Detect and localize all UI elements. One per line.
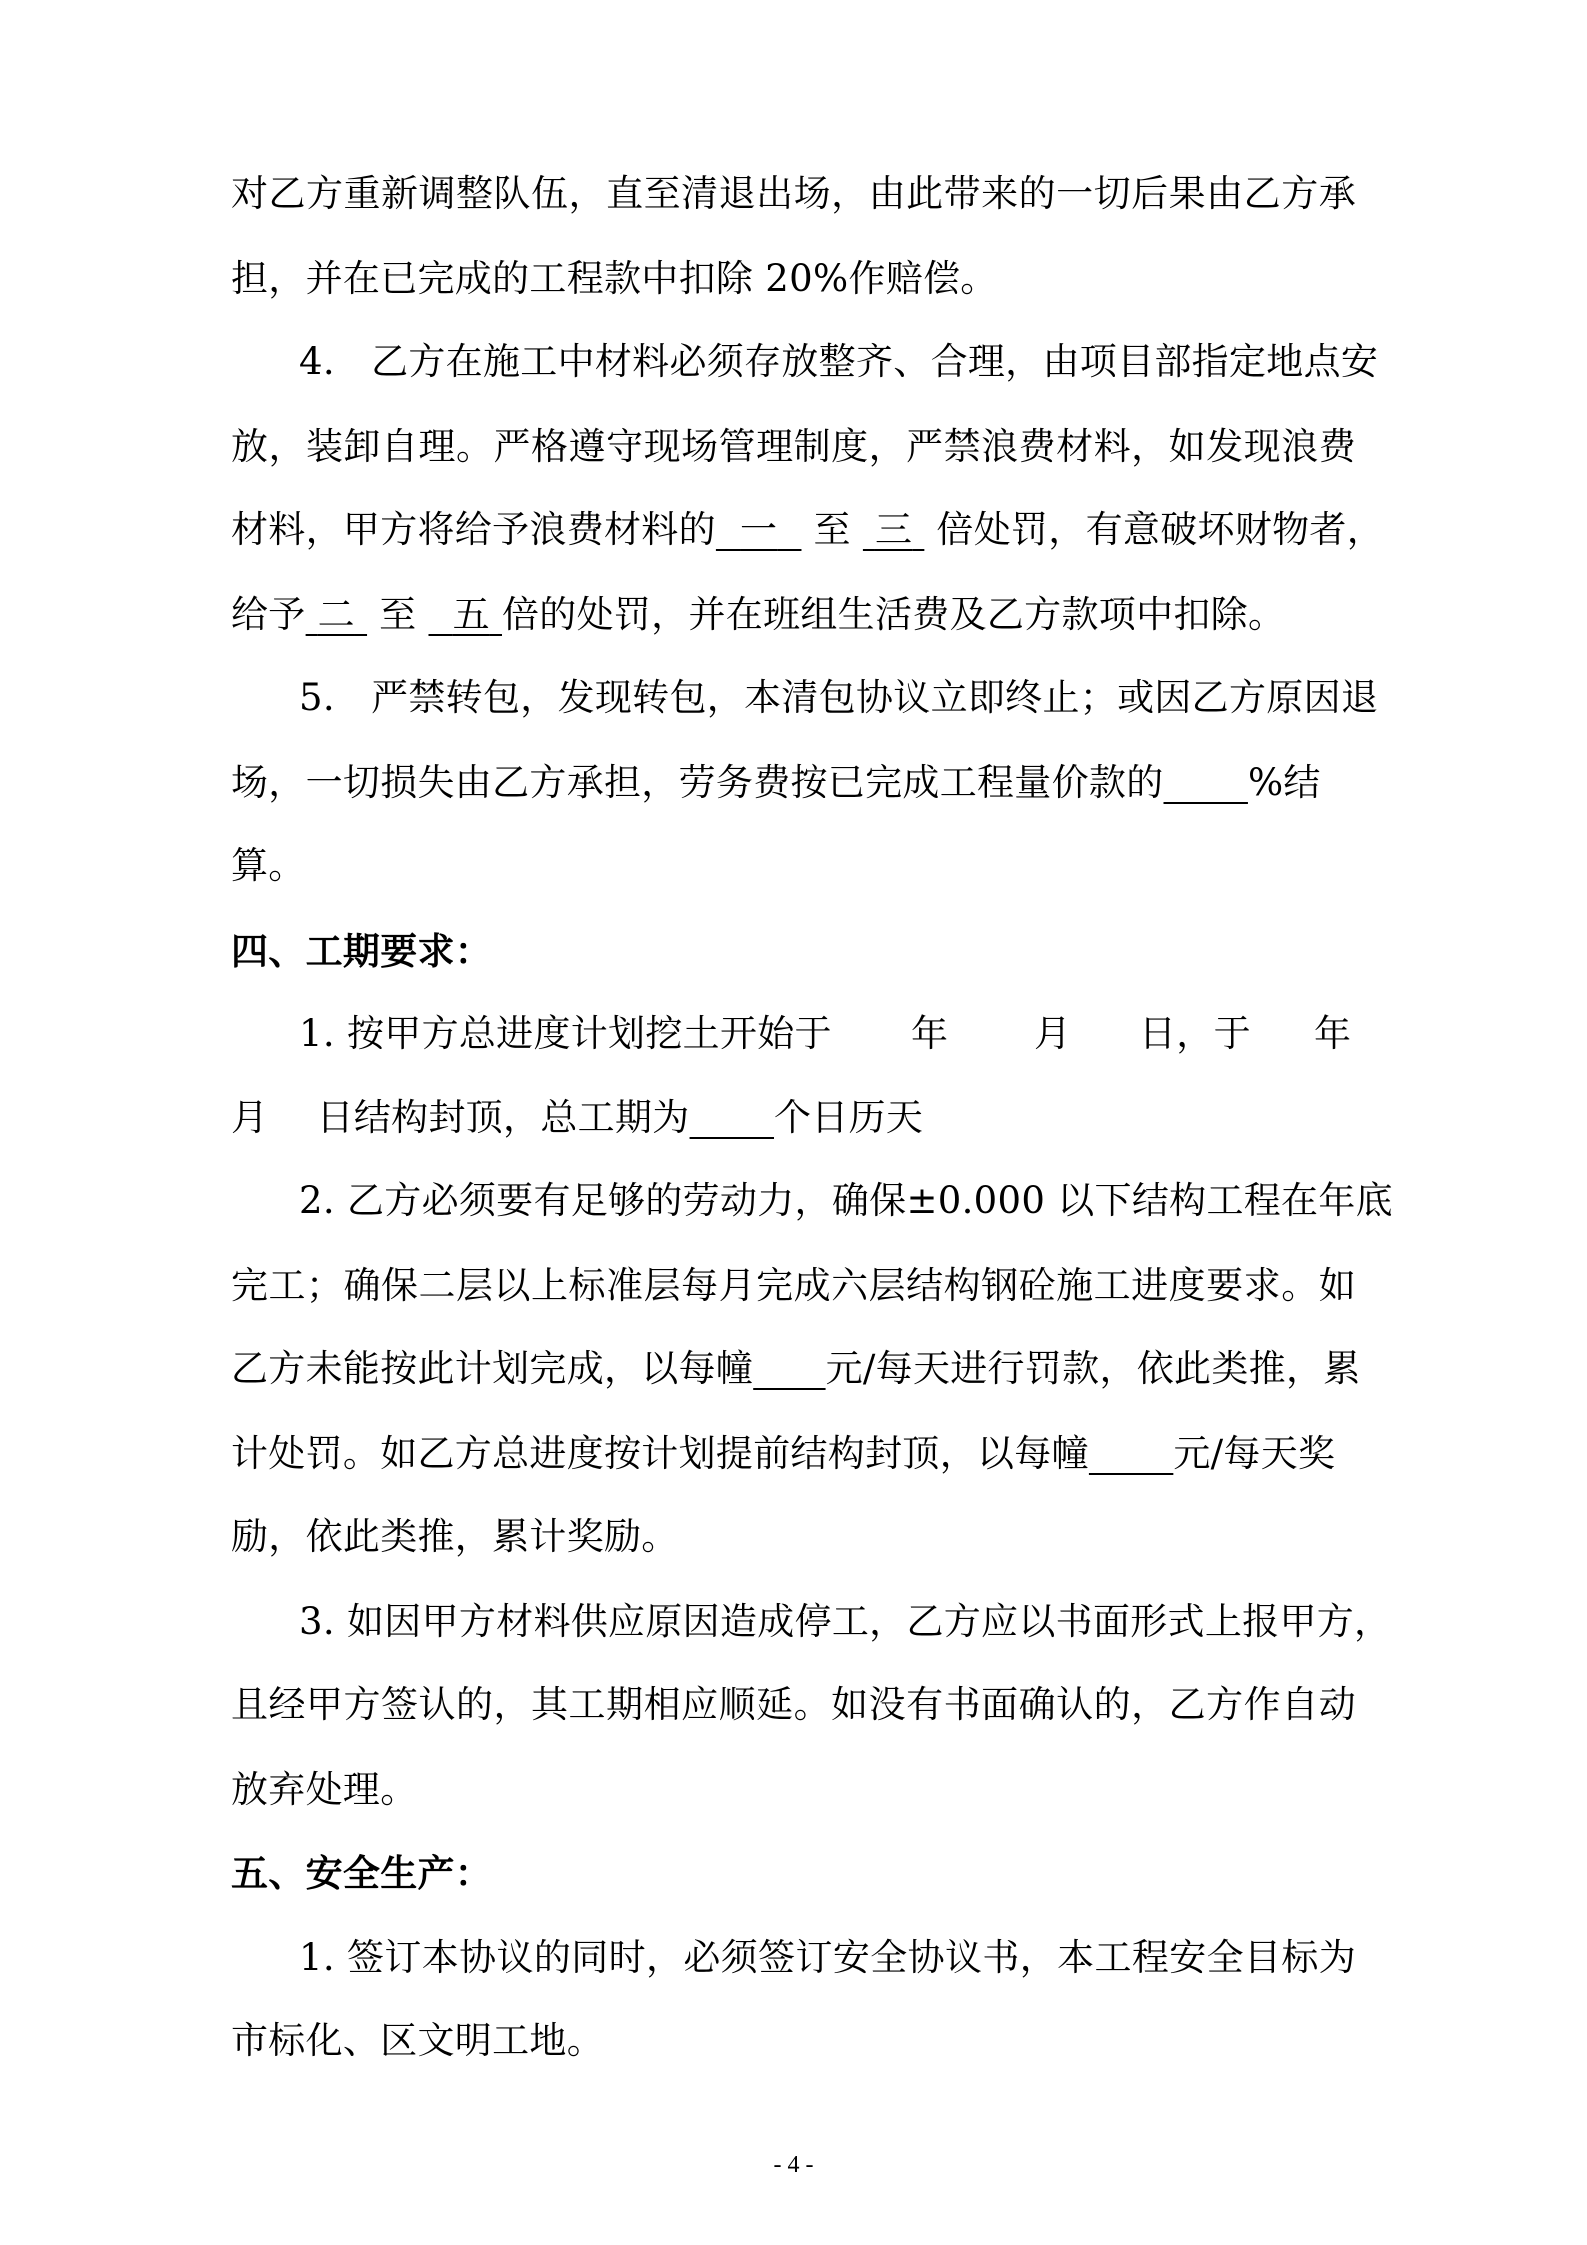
fill-blank (1164, 761, 1248, 804)
text-run: 5. 严禁转包，发现转包，本清包协议立即终止；或因乙方原因退 (299, 676, 1379, 719)
paragraph-line (231, 1760, 1356, 1820)
text-run: 倍的处罚，并在班组生活费及乙方款项中扣除。 (501, 593, 1286, 636)
text-run (367, 593, 379, 636)
paragraph-line (231, 249, 1356, 309)
text-run: %结 (1247, 761, 1321, 804)
text-run: 乙方未能按此计划完成，以每幢 (231, 1347, 754, 1390)
text-run: 担，并在已完成的工程款中扣除 20%作赔偿。 (231, 257, 998, 300)
text-run: 元/每天进行罚款，依此类推，累 (825, 1347, 1361, 1390)
page-number: - 4 - (773, 2152, 814, 2178)
text-run: 至 (813, 508, 851, 551)
text-run: 倍处罚，有意破坏财物者， (936, 508, 1385, 551)
text-run (416, 593, 428, 636)
text-run: 1. 签订本协议的同时，必须签订安全协议书，本工程安全目标为 (299, 1936, 1356, 1979)
paragraph-line (299, 1171, 1393, 1231)
fill-blank (753, 1347, 825, 1390)
text-run: 且经甲方签认的，其工期相应顺延。如没有书面确认的，乙方作自动 (231, 1683, 1356, 1726)
text-run: 放，装卸自理。严格遵守现场管理制度，严禁浪费材料，如发现浪费 (231, 425, 1356, 468)
paragraph-line (299, 1928, 1356, 1988)
text-run: 个日历天 (774, 1096, 924, 1139)
paragraph-line (231, 753, 1356, 813)
text-run: 计处罚。如乙方总进度按计划提前结构封顶，以每幢 (231, 1432, 1089, 1475)
text-run: 算。 (231, 844, 306, 887)
date-field-year: 年 (911, 1012, 949, 1055)
text-run: 至 (379, 593, 417, 636)
text-run: 完工；确保二层以上标准层每月完成六层结构钢砼施工进度要求。如 (231, 1264, 1356, 1307)
blank-value: 三 (874, 508, 913, 551)
section-heading (231, 1843, 1356, 1903)
section-heading (231, 921, 1356, 981)
text-run (801, 508, 813, 551)
paragraph-line (231, 1675, 1356, 1735)
paragraph-line (231, 500, 1385, 560)
text-run: 日结构封顶，总工期为 (316, 1096, 690, 1139)
paragraph-line (299, 1004, 1356, 1064)
paragraph-line (231, 2011, 1356, 2071)
text-run (924, 508, 936, 551)
paragraph-line (231, 1088, 1356, 1148)
fill-blank (690, 1096, 774, 1139)
fill-blank (306, 593, 367, 636)
paragraph-line (231, 836, 1356, 896)
text-run: 给予 (231, 593, 306, 636)
paragraph-line (231, 1507, 1356, 1567)
blank-value: 二 (317, 593, 355, 636)
paragraph-line (231, 164, 1356, 224)
text-run: 对乙方重新调整队伍，直至清退出场，由此带来的一切后果由乙方承 (231, 172, 1356, 215)
text-run: 励，依此类推，累计奖励。 (231, 1515, 679, 1558)
paragraph-line (299, 1592, 1392, 1652)
text-run: 元/每天奖 (1173, 1432, 1336, 1475)
text-run: 3. 如因甲方材料供应原因造成停工，乙方应以书面形式上报甲方， (299, 1600, 1392, 1643)
fill-blank (863, 508, 924, 551)
date-field-day: 日，于 (1139, 1012, 1251, 1055)
text-run: 材料，甲方将给予浪费材料的 (231, 508, 716, 551)
paragraph-line (231, 417, 1356, 477)
text-run: 4. 乙方在施工中材料必须存放整齐、合理，由项目部指定地点安 (299, 340, 1379, 383)
text-run: 场，一切损失由乙方承担，劳务费按已完成工程量价款的 (231, 761, 1164, 804)
date-field-year: 年 (1314, 1012, 1352, 1055)
paragraph-line (231, 1424, 1356, 1484)
paragraph-line (299, 332, 1379, 392)
paragraph-line (231, 1339, 1361, 1399)
date-field-month: 月 (231, 1096, 269, 1139)
fill-blank (1089, 1432, 1173, 1475)
text-run: 1. 按甲方总进度计划挖土开始于 (299, 1012, 832, 1055)
paragraph-line (231, 585, 1356, 645)
text-run: 2. 乙方必须要有足够的劳动力，确保±0.000 以下结构工程在年底 (299, 1179, 1393, 1222)
text-run (851, 508, 863, 551)
heading-text: 四、工期要求： (231, 929, 493, 973)
fill-blank (716, 508, 802, 551)
paragraph-line (231, 1256, 1356, 1316)
heading-text: 五、安全生产： (231, 1851, 493, 1895)
fill-blank (428, 593, 502, 636)
blank-value: 一 (740, 508, 778, 551)
paragraph-line (299, 668, 1379, 728)
blank-value: 五 (452, 593, 490, 636)
date-field-month: 月 (1034, 1012, 1072, 1055)
text-run: 放弃处理。 (231, 1768, 418, 1811)
text-run: 市标化、区文明工地。 (231, 2019, 604, 2062)
